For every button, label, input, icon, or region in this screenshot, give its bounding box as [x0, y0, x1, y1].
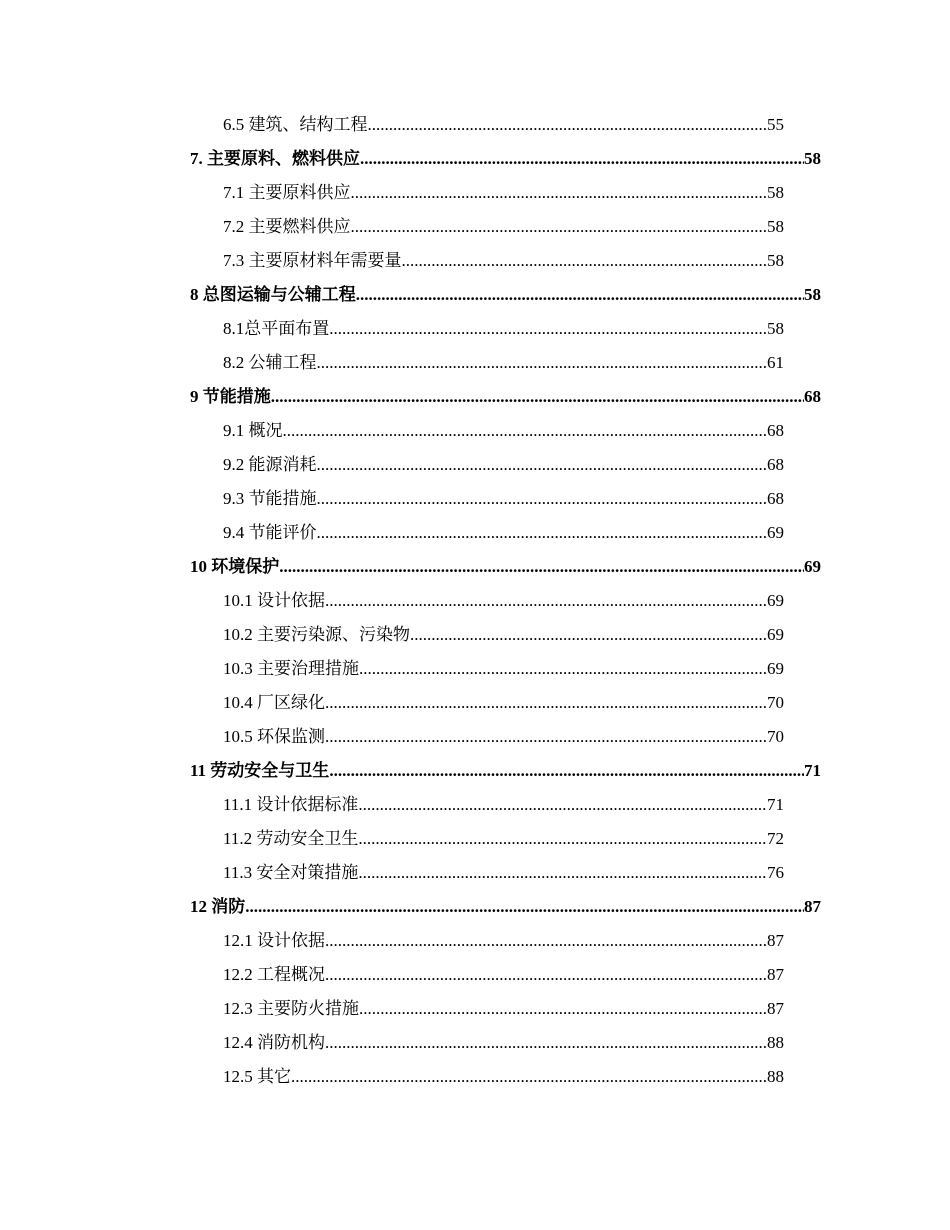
- toc-page-number: 58: [804, 149, 821, 168]
- toc-dot-leader: [410, 618, 767, 652]
- toc-page-number: 58: [767, 183, 784, 202]
- toc-page-number: 69: [804, 557, 821, 576]
- toc-section-entry[interactable]: [223, 686, 784, 720]
- toc-dot-leader: [351, 176, 768, 210]
- toc-page-number: 70: [767, 693, 784, 712]
- toc-page-number: 68: [767, 489, 784, 508]
- toc-entry-title: 12.4 消防机构: [223, 1033, 325, 1052]
- toc-section-entry[interactable]: [223, 584, 784, 618]
- toc-section-entry[interactable]: [223, 958, 784, 992]
- toc-entry-title: 10.3 主要治理措施: [223, 659, 359, 678]
- toc-page-number: 88: [767, 1033, 784, 1052]
- toc-dot-leader: [356, 278, 804, 312]
- toc-entry-title: 12 消防: [190, 897, 246, 916]
- toc-dot-leader: [329, 754, 804, 788]
- toc-dot-leader: [359, 992, 767, 1026]
- toc-page-number: 58: [804, 285, 821, 304]
- toc-page-number: 69: [767, 625, 784, 644]
- toc-dot-leader: [291, 1060, 767, 1094]
- toc-dot-leader: [317, 448, 768, 482]
- toc-section-entry[interactable]: [223, 482, 784, 516]
- toc-dot-leader: [358, 822, 767, 856]
- toc-dot-leader: [359, 652, 767, 686]
- toc-entry-title: 10.5 环保监测: [223, 727, 325, 746]
- toc-chapter-entry[interactable]: [190, 550, 821, 584]
- toc-entry-title: 7. 主要原料、燃料供应: [190, 149, 360, 168]
- toc-entry-title: 11.2 劳动安全卫生: [223, 829, 359, 848]
- toc-dot-leader: [317, 516, 768, 550]
- toc-dot-leader: [358, 788, 767, 822]
- table-of-contents: [0, 108, 950, 1094]
- toc-dot-leader: [325, 1026, 767, 1060]
- toc-dot-leader: [271, 380, 804, 414]
- toc-chapter-entry[interactable]: [190, 278, 821, 312]
- toc-dot-leader: [325, 686, 767, 720]
- toc-page-number: 69: [767, 659, 784, 678]
- toc-section-entry[interactable]: [223, 414, 784, 448]
- toc-section-entry[interactable]: [223, 1060, 784, 1094]
- toc-dot-leader: [283, 414, 768, 448]
- toc-page-number: 68: [767, 455, 784, 474]
- toc-page-number: 88: [767, 1067, 784, 1086]
- toc-entry-title: 10.1 设计依据: [223, 591, 325, 610]
- toc-page-number: 87: [804, 897, 821, 916]
- toc-dot-leader: [325, 958, 767, 992]
- toc-page-number: 71: [804, 761, 821, 780]
- toc-entry-title: 6.5 建筑、结构工程: [223, 115, 368, 134]
- toc-entry-title: 9 节能措施: [190, 387, 271, 406]
- toc-entry-title: 12.3 主要防火措施: [223, 999, 359, 1018]
- toc-entry-title: 7.3 主要原材料年需要量: [223, 251, 402, 270]
- toc-dot-leader: [325, 720, 767, 754]
- toc-entry-title: 9.3 节能措施: [223, 489, 317, 508]
- toc-section-entry[interactable]: [223, 720, 784, 754]
- toc-section-entry[interactable]: [223, 244, 784, 278]
- toc-section-entry[interactable]: [223, 822, 784, 856]
- toc-section-entry[interactable]: [223, 856, 784, 890]
- toc-section-entry[interactable]: [223, 618, 784, 652]
- toc-page-number: 69: [767, 523, 784, 542]
- toc-dot-leader: [402, 244, 768, 278]
- toc-dot-leader: [325, 584, 767, 618]
- toc-entry-title: 9.2 能源消耗: [223, 455, 317, 474]
- toc-dot-leader: [358, 856, 767, 890]
- toc-page-number: 69: [767, 591, 784, 610]
- toc-page-number: 87: [767, 999, 784, 1018]
- toc-section-entry[interactable]: [223, 448, 784, 482]
- toc-section-entry[interactable]: [223, 788, 784, 822]
- toc-entry-title: 7.1 主要原料供应: [223, 183, 351, 202]
- toc-dot-leader: [245, 890, 804, 924]
- toc-page-number: 58: [767, 319, 784, 338]
- toc-entry-title: 10.2 主要污染源、污染物: [223, 625, 410, 644]
- toc-section-entry[interactable]: [223, 108, 784, 142]
- toc-page-number: 68: [804, 387, 821, 406]
- toc-chapter-entry[interactable]: [190, 890, 821, 924]
- toc-entry-title: 9.4 节能评价: [223, 523, 317, 542]
- toc-entry-title: 12.1 设计依据: [223, 931, 325, 950]
- toc-page-number: 55: [767, 115, 784, 134]
- toc-dot-leader: [279, 550, 804, 584]
- toc-chapter-entry[interactable]: [190, 142, 821, 176]
- toc-dot-leader: [368, 108, 768, 142]
- toc-section-entry[interactable]: [223, 210, 784, 244]
- toc-entry-title: 12.5 其它: [223, 1067, 291, 1086]
- toc-entry-title: 12.2 工程概况: [223, 965, 325, 984]
- toc-entry-title: 8 总图运输与公辅工程: [190, 285, 356, 304]
- toc-entry-title: 9.1 概况: [223, 421, 283, 440]
- toc-page-number: 76: [767, 863, 784, 882]
- toc-entry-title: 11 劳动安全与卫生: [190, 761, 330, 780]
- toc-section-entry[interactable]: [223, 346, 784, 380]
- toc-chapter-entry[interactable]: [190, 754, 821, 788]
- toc-page-number: 61: [767, 353, 784, 372]
- toc-page-number: 87: [767, 965, 784, 984]
- toc-section-entry[interactable]: [223, 924, 784, 958]
- toc-page-number: 58: [767, 217, 784, 236]
- toc-dot-leader: [325, 924, 767, 958]
- toc-dot-leader: [360, 142, 804, 176]
- toc-dot-leader: [317, 482, 768, 516]
- toc-entry-title: 10 环境保护: [190, 557, 280, 576]
- toc-section-entry[interactable]: [223, 992, 784, 1026]
- toc-entry-title: 8.2 公辅工程: [223, 353, 317, 372]
- toc-dot-leader: [351, 210, 768, 244]
- toc-section-entry[interactable]: [223, 176, 784, 210]
- toc-page-number: 58: [767, 251, 784, 270]
- toc-section-entry[interactable]: [223, 652, 784, 686]
- toc-page-number: 87: [767, 931, 784, 950]
- toc-page-number: 68: [767, 421, 784, 440]
- toc-page-number: 71: [767, 795, 784, 814]
- toc-page-number: 70: [767, 727, 784, 746]
- toc-entry-title: 11.1 设计依据标准: [223, 795, 359, 814]
- toc-section-entry[interactable]: [223, 312, 784, 346]
- toc-dot-leader: [329, 312, 767, 346]
- toc-entry-title: 10.4 厂区绿化: [223, 693, 325, 712]
- toc-section-entry[interactable]: [223, 516, 784, 550]
- toc-chapter-entry[interactable]: [190, 380, 821, 414]
- toc-entry-title: 7.2 主要燃料供应: [223, 217, 351, 236]
- toc-section-entry[interactable]: [223, 1026, 784, 1060]
- toc-entry-title: 8.1总平面布置: [223, 319, 330, 338]
- toc-entry-title: 11.3 安全对策措施: [223, 863, 359, 882]
- toc-page-number: 72: [767, 829, 784, 848]
- toc-dot-leader: [317, 346, 768, 380]
